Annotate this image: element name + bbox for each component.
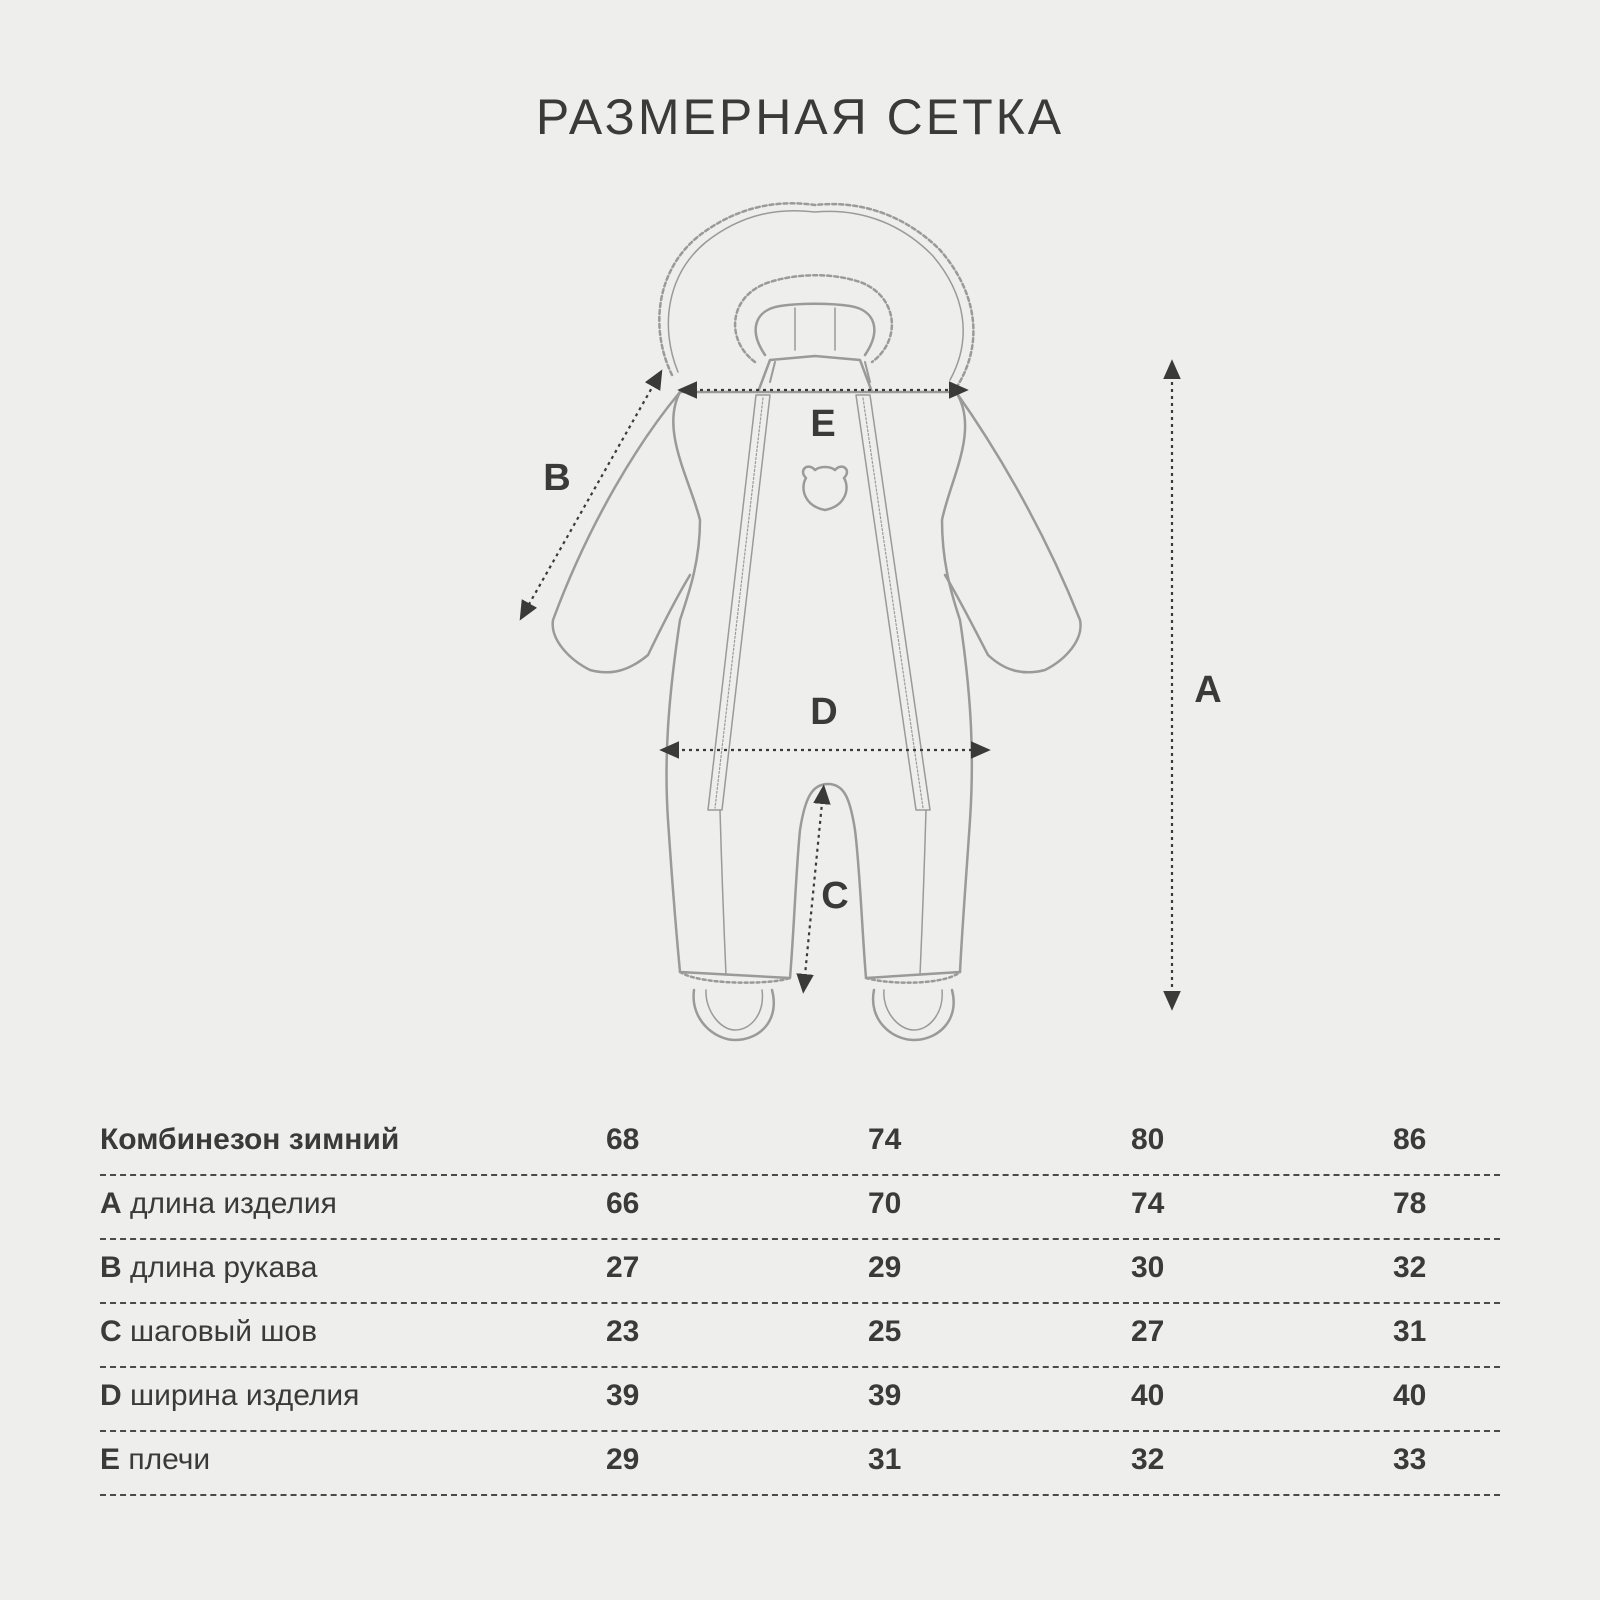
table-row — [100, 1240, 1500, 1304]
measure-name: шаговый шов — [130, 1315, 318, 1348]
table-header-row — [100, 1112, 1500, 1176]
table-row — [100, 1176, 1500, 1240]
dimension-b-label: B — [543, 457, 571, 499]
table-cell: 39 — [606, 1379, 640, 1412]
table-cell: 32 — [1131, 1443, 1165, 1476]
table-cell: 33 — [1393, 1443, 1427, 1476]
right-zipper — [856, 395, 930, 810]
size-column-header: 74 — [868, 1123, 902, 1156]
table-cell: 32 — [1393, 1251, 1427, 1284]
dimension-a-label: A — [1194, 669, 1222, 711]
measure-letter: B — [100, 1251, 122, 1284]
table-row — [100, 1368, 1500, 1432]
table-cell: 74 — [1131, 1187, 1165, 1220]
table-header-label: Комбинезон зимний — [100, 1123, 400, 1156]
table-cell: 29 — [868, 1251, 902, 1284]
page-title: РАЗМЕРНАЯ СЕТКА — [535, 89, 1065, 145]
table-cell: 31 — [868, 1443, 902, 1476]
table-cell: 66 — [606, 1187, 640, 1220]
dimension-c-line — [804, 793, 823, 985]
table-cell: 27 — [1131, 1315, 1165, 1348]
table-cell: 40 — [1131, 1379, 1165, 1412]
table-cell: 23 — [606, 1315, 640, 1348]
table-cell: 78 — [1393, 1187, 1427, 1220]
table-cell: 70 — [868, 1187, 902, 1220]
measure-name: ширина изделия — [130, 1379, 360, 1412]
measure-name: плечи — [128, 1443, 211, 1476]
table-cell: 40 — [1393, 1379, 1427, 1412]
measure-letter: C — [100, 1315, 122, 1348]
left-sleeve — [553, 392, 690, 672]
table-cell: 31 — [1393, 1315, 1427, 1348]
overall-body — [667, 392, 972, 978]
measure-name: длина изделия — [130, 1187, 337, 1220]
measure-letter: A — [100, 1187, 122, 1220]
measure-letter: D — [100, 1379, 122, 1412]
table-cell: 27 — [606, 1251, 640, 1284]
dimension-c-label: C — [821, 875, 849, 917]
size-table — [100, 1112, 1500, 1496]
dimension-d-label: D — [810, 691, 838, 733]
table-row — [100, 1304, 1500, 1368]
hood-fur-outer — [659, 203, 973, 385]
table-cell: 30 — [1131, 1251, 1165, 1284]
size-column-header: 86 — [1393, 1123, 1427, 1156]
table-cell: 29 — [606, 1443, 640, 1476]
table-cell: 25 — [868, 1315, 902, 1348]
measure-name: длина рукава — [130, 1251, 318, 1284]
table-row — [100, 1432, 1500, 1496]
measure-letter: E — [100, 1443, 121, 1476]
size-column-header: 80 — [1131, 1123, 1165, 1156]
size-column-header: 68 — [606, 1123, 640, 1156]
bear-patch-icon — [803, 467, 847, 510]
table-cell: 39 — [868, 1379, 902, 1412]
dimension-e-label: E — [810, 403, 836, 445]
